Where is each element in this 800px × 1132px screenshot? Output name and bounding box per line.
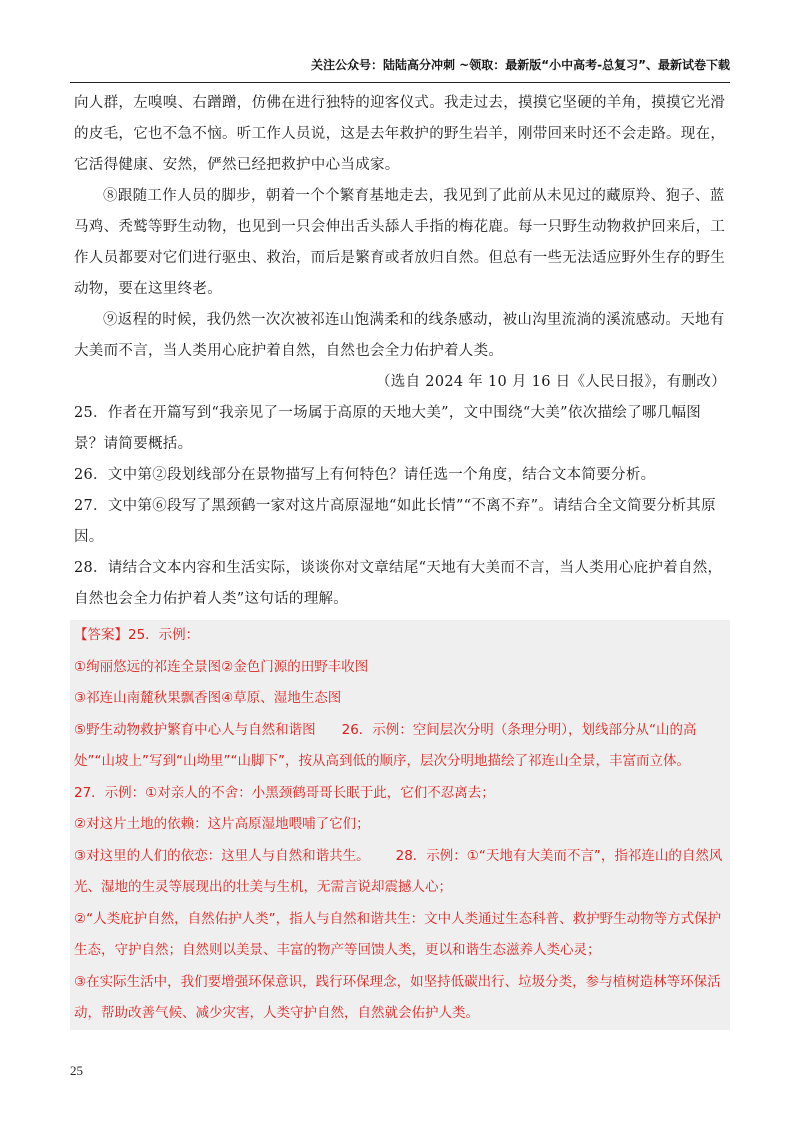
passage-source: （选自 2024 年 10 月 16 日《人民日报》，有删改） [375,374,726,390]
header-divider [70,82,730,83]
passage-paragraph-7-continued: 向人群，左嗅嗅、右蹭蹭，仿佛在进行独特的迎客仪式。我走过去，摸摸它坚硬的羊角，摸摸它光滑的皮毛，它也不急不恼。听工作人员说，这是去年救护的野生岩羊，刚带回来时还不会走路。现在，它活得健康、安然，俨然已经把救护中心当成家。 [74,95,726,173]
answer-28-line-1: 28．示例：①“天地有大美而不言”，指祁连山的自然风光、湿地的生灵等展现出的壮美与生机，无需言说却震撼人心； [74,847,723,895]
question-28: 28．请结合文本内容和生活实际，谈谈你对文章结尾“天地有大美而不言，当人类用心庇护着自然，自然也会全力佑护着人类”这句话的理解。 [74,560,723,607]
answer-27-28 [74,841,726,904]
answer-tag: 【答案】 [74,627,128,643]
passage-body [74,88,728,615]
answer-27-line-3: ③对这里的人们的依恋：这里人与自然和谐共生。 [74,847,370,864]
page-header: 关注公众号：陆陆高分冲刺 ~领取：最新版“小中高考-总复习”、最新试卷下载 [311,58,730,72]
question-25: 25．作者在开篇写到“我亲见了一场属于高原的天地大美”，文中围绕“大美”依次描绘了哪几幅图景？请简要概括。 [74,405,702,452]
answer-25-line-3: ⑤野生动物救护繁育中心人与自然和谐图 [74,721,316,738]
passage-paragraph-8: ⑧跟随工作人员的脚步，朝着一个个繁育基地走去，我见到了此前从未见过的藏原羚、狍子、蓝马鸡、秃鹫等野生动物，也见到一只会伸出舌头舔人手指的梅花鹿。每一只野生动物救护回来后，工作人员都要对它们进行驱虫、救治，而后是繁育或者放归自然。但总有一些无法适应野外生存的野生动物，要在这里终老。 [74,188,726,297]
question-26: 26．文中第②段划线部分在景物描写上有何特色？请任选一个角度，结合文本简要分析。 [74,467,656,483]
passage-paragraph-9: ⑨返程的时候，我仍然一次次被祁连山饱满柔和的线条感动，被山沟里流淌的溪流感动。天地有大美而不言，当人类用心庇护着自然，自然也会全力佑护着人类。 [74,312,725,359]
answer-28-line-3: ③在实际生活中，我们要增强环保意识，践行环保理念，如坚持低碳出行、垃圾分类，参与植树造林等环保活动，帮助改善气候、减少灾害，人类守护自然，自然就会佑护人类。 [74,973,721,1021]
answer-25-line-3-and-26 [74,715,726,810]
page-number: 25 [70,1063,83,1078]
answer-27-line-1: 27．示例：①对亲人的不舍：小黑颈鹤哥哥长眠于此，它们不忍离去； [74,784,495,801]
answer-25-head [74,620,726,652]
answer-28-line-2: ②“人类庇护自然，自然佑护人类”，指人与自然和谐共生：文中人类通过生态科普、救护野生动物等方式保护生态，守护自然；自然则以美景、丰富的物产等回馈人类，更以和谐生态滋养人类心灵； [74,910,722,958]
answer-25-line-2: ③祁连山南麓秋果飘香图④草原、湿地生态图 [74,690,342,706]
answer-25-label: 25．示例： [128,627,200,643]
answer-block [70,620,730,1030]
answer-25-line-1: ①绚丽悠远的祁连全景图②金色门源的田野丰收图 [74,658,369,675]
answer-27-line-2: ②对这片土地的依赖：这片高原湿地喂哺了它们； [74,816,370,832]
question-27: 27．文中第⑥段写了黑颈鹤一家对这片高原湿地“如此长情”“不离不弃”。请结合全文简要分析其原因。 [74,498,716,545]
answer-26: 26．示例：空间层次分明（条理分明），划线部分从“山的高处”“山坡上”写到“山坳里”“山脚下”，按从高到低的顺序，层次分明地描绘了祁连山全景，丰富而立体。 [74,721,697,769]
